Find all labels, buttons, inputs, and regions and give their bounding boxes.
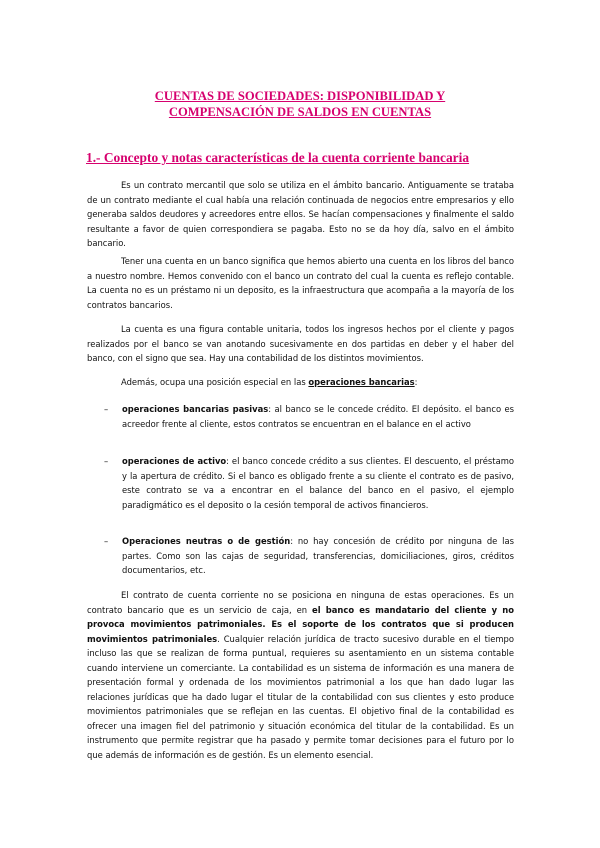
- list-item-text: : el banco concede crédito a sus clientes. El descuento, el préstamo y la apertura de crédito. Si el banco es obligado frente a su cliente el contrato es de pasivo, este contrato se va a encontrar en el balance del banco en el pasivo, el ejemplo paradigmático es el deposito o la cesión temporal de activos financieros.: [122, 456, 514, 510]
- paragraph-2-text: Tener una cuenta en un banco significa que hemos abierto una cuenta en los libros del banco a nuestro nombre. Hemos convenido con el banco un contrato del cual la cuenta es reflejo contable. La cuenta no es un préstamo ni un deposito, es la infraestructura que acompaña a la mayoría de los contratos bancarios.: [87, 256, 514, 310]
- paragraph-5-bold: el banco es mandatario del cliente y no provoca movimientos patrimoniales. Es el soporte de los contratos que si producen movimientos patrimoniales: [87, 604, 514, 644]
- document-title: [60, 88, 540, 120]
- paragraph-5-part-a: El contrato de cuenta corriente no se posiciona en ninguna de estas operaciones. Es un contrato bancario que es un servicio de caja, en: [87, 590, 514, 615]
- paragraph-5-part-c: . Cualquier relación jurídica de tracto sucesivo durable en el tiempo incluso las que se realizan de forma puntual, requieres su asentamiento en un sistema contable cuando interviene un comerciante. La contabilidad es un sistema de información es una manera de presentación formal y ordenada de los movimientos patrimonial a los que han dado lugar las relaciones jurídicas que ha dado lugar el titular de la contabilidad con sus clientes y esto produce movimientos patrimoniales que se reflejan en las cuentas. El objetivo final de la contabilidad es ofrecer una imagen fiel del patrimonio y situación económica del titular de la contabilidad. Es un instrumento que permite registrar que ha pasado y permite tomar decisiones para el futuro por lo que además de información es de gestión. Es un elemento esencial.: [87, 633, 514, 760]
- paragraph-1: [87, 178, 514, 251]
- section-heading: 1.- Concepto y notas características de la cuenta corriente bancaria: [86, 150, 470, 165]
- list-item-bold: Operaciones neutras o de gestión: [122, 536, 291, 546]
- list-item-text: : al banco se le concede crédito. El depósito. el banco es acreedor frente al cliente, estos contratos se encuentran en el balance en el activo: [122, 404, 515, 429]
- title-line-2: COMPENSACIÓN DE SALDOS EN CUENTAS: [168, 105, 432, 119]
- list-item: [104, 454, 514, 512]
- dash-bullet-icon: –: [104, 404, 109, 414]
- list-item-text: : no hay concesión de crédito por ninguna de las partes. Como son las cajas de seguridad, transferencias, domiciliaciones, giros, créditos documentarios, etc.: [122, 536, 514, 575]
- paragraph-4-text: [87, 375, 514, 390]
- paragraph-4: [87, 375, 514, 390]
- dash-bullet-icon: –: [104, 536, 109, 546]
- paragraph-5-text: [87, 588, 514, 762]
- title-line-1: CUENTAS DE SOCIEDADES: DISPONIBILIDAD Y: [154, 89, 446, 103]
- paragraph-2: [87, 254, 514, 312]
- dash-bullet-icon: –: [104, 456, 109, 466]
- paragraph-3: [87, 322, 514, 366]
- list-item: [104, 534, 514, 578]
- paragraph-3-text: La cuenta es una figura contable unitaria, todos los ingresos hechos por el cliente y pagos realizados por el banco se van anotando sucesivamente en dos partidas en deber y el haber del banco, con el signo que sea. Hay una contabilidad de los distintos movimientos.: [87, 324, 514, 363]
- paragraph-5: [87, 588, 514, 762]
- paragraph-4-prefix: Además, ocupa una posición especial en las: [121, 377, 309, 387]
- paragraph-4-suffix: :: [414, 377, 418, 387]
- paragraph-1-text: Es un contrato mercantil que solo se utiliza en el ámbito bancario. Antiguamente se trataba de un contrato mediante el cual había una relación continuada de negocios entre empresarios y ello generaba saldos deudores y acreedores entre ellos. Se hacían compensaciones y finalmente el saldo resultante a favor de quien correspondiera se pagaba. Esto no se da hoy día, salvo en el ámbito bancario.: [87, 180, 514, 248]
- list-item-bold: operaciones bancarias pasivas: [122, 404, 269, 414]
- list-item: [104, 402, 515, 431]
- operaciones-bancarias-link: operaciones bancarias: [308, 377, 415, 387]
- list-item-bold: operaciones de activo: [122, 456, 227, 466]
